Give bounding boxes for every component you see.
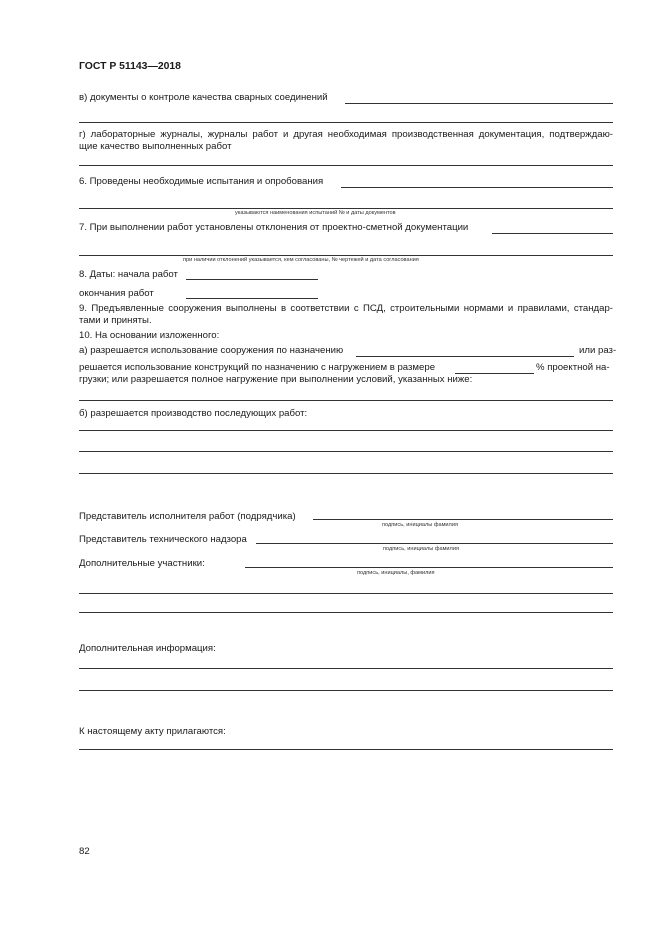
fill-line [79,208,613,209]
fill-line [79,122,613,123]
fill-line [79,690,613,691]
contractor-rep-caption: подпись, инициалы фамилия [382,522,458,528]
fill-line [79,612,613,613]
signature-line [256,543,613,544]
item-g-line2: щие качество выполненных работ [79,141,232,152]
fill-line [79,255,613,256]
fill-line [345,103,613,104]
fill-line [492,233,613,234]
fill-line [79,473,613,474]
fill-line [186,298,318,299]
item-v-label: в) документы о контроле качества сварных соединений [79,92,328,103]
extra-info-label: Дополнительная информация: [79,643,216,654]
fill-line [79,668,613,669]
item-6-caption: указываются наименования испытаний № и даты документов [235,210,396,216]
fill-line [79,593,613,594]
extra-participants-label: Дополнительные участники: [79,558,205,569]
item-8-start-label: 8. Даты: начала работ [79,269,178,280]
item-9-line2: тами и приняты. [79,315,152,326]
item-a-line2-start: решается использование конструкций по назначению с нагружением в размере [79,362,436,373]
item-a-line2-end: % проектной на- [536,362,610,373]
fill-line [79,165,613,166]
item-8-end-label: окончания работ [79,288,154,299]
item-7-label: 7. При выполнении работ установлены отклонения от проектно-сметной документации [79,222,469,233]
item-g-line1: г) лабораторные журналы, журналы работ и другая необходимая производственная документация, подтверждаю- [79,129,613,140]
fill-line [79,451,613,452]
fill-line [186,279,318,280]
fill-line [341,187,613,188]
item-a-line1-end: или раз- [579,345,617,356]
item-b-label: б) разрешается производство последующих работ: [79,408,308,419]
attachments-label: К настоящему акту прилагаются: [79,726,226,737]
fill-line [356,356,574,357]
item-10-label: 10. На основании изложенного: [79,330,220,341]
item-9-line1: 9. Предъявленные сооружения выполнены в соответствии с ПСД, строительными нормами и правилами, стандар- [79,303,613,314]
fill-line [79,400,613,401]
item-6-label: 6. Проведены необходимые испытания и опробования [79,176,324,187]
contractor-rep-label: Представитель исполнителя работ (подрядчика) [79,511,296,522]
item-7-caption: при наличии отклонений указывается, кем согласованы, № чертежей и дата согласования [183,257,419,263]
signature-line [245,567,613,568]
signature-line [313,519,613,520]
tech-supervision-rep-label: Представитель технического надзора [79,534,247,545]
tech-supervision-rep-caption: подпись, инициалы фамилия [383,546,459,552]
extra-participants-caption: подпись, инициалы, фамилия [357,570,435,576]
item-a-line3: грузки; или разрешается полное нагружение при выполнении условий, указанных ниже: [79,374,473,385]
fill-line [79,430,613,431]
item-a-line1-start: а) разрешается использование сооружения по назначению [79,345,344,356]
fill-line [79,749,613,750]
document-header: ГОСТ Р 51143—2018 [79,61,181,72]
page-number: 82 [79,846,90,857]
